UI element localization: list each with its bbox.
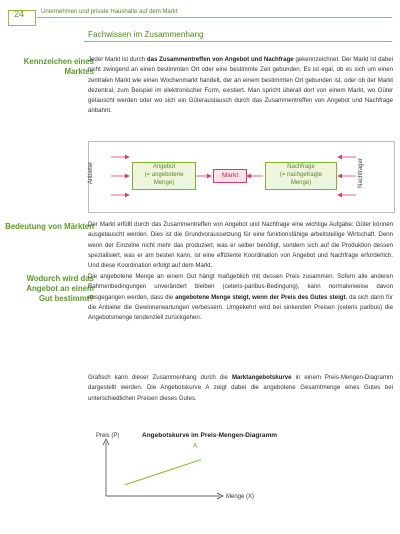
series-label: A: [193, 443, 198, 450]
section-rule: [84, 41, 392, 42]
chart-title: Angebotskurve im Preis-Mengen-Diagramm: [142, 432, 278, 439]
supply-box: Angebot (= angebotene Menge): [132, 162, 196, 190]
paragraph-grafisch: [88, 373, 393, 404]
demand-box: Nachfrage (= nachgefragte Menge): [265, 162, 337, 190]
page-number: 24: [14, 9, 25, 19]
paragraph-bedeutung: [88, 220, 393, 271]
para-1-0: Der Markt erfüllt durch das Zusammentreffen von Angebot und Nachfrage eine wichtige Aufgabe: Güter können ausgetauscht werden. Dies ist die Grundvoraussetzung für eine funktionsfähige arbeitsteilige Wirtschaft. Denn wenn der Einzelne nicht mehr das produziert, was er selber benötigt, sondern sich auf die Produktion dessen spezialisiert, was er am besten kann, ist eine effiziente Koordination von Angebot und Nachfrage erforderlich. Und diese Koordination erfolgt auf dem Markt.: [88, 221, 393, 270]
para-0-0: Jeder Markt ist durch das Zusammentreffen von Angebot und Nachfrage gekennzeichnet. Der Markt ist dabei nicht zwingend an einen bestimmten Ort oder eine bestimmte Zeit gebunden. Es ist egal, ob es sich um einen zentralen Markt wie einen Wochenmarkt handelt, der an einem bestimmten Ort gebunden ist, oder ob der Markt dezentral, zum Beispiel im elektronischer Form, existiert. Man spricht überall dort von einem Markt, wo Güter getauscht werden oder wo sich ein Güteraustausch durch das Zusammentreffen von Angebot und Nachfrage anbahnt.: [88, 56, 393, 115]
para-2-0: Die angebotene Menge an einem Gut hängt maßgeblich mit dessen Preis zusammen. Sofern alle anderen Rahmenbedingungen unverändert bleiben (ceteris-paribus-Bedingung), kann normalerweise davon ausgegangen werden, dass die angebotene Menge steigt, wenn der Preis des Gutes steigt, da sich dann für die Anbieter die Gewinnerwartungen verbessern. Umgekehrt wird bei sinkenden Preisen (ceteris paribus) die Angebotsmenge tendenziell zurückgehen.: [88, 273, 393, 322]
side-heading-kennzeichen: Kennzeichen eines Marktes: [23, 57, 94, 76]
nachfrager-label: Nachfrager: [357, 158, 364, 188]
market-diagram: [88, 141, 395, 213]
bold-phrase: das Zusammentreffen von Angebot und Nachfrage: [146, 56, 294, 63]
bold-phrase: angebotene Menge steigt, wenn der Preis des Gutes steigt: [175, 293, 346, 301]
y-axis-label: Preis (P): [96, 433, 120, 439]
side-heading-bedeutung: Bedeutung von Märkten: [5, 222, 94, 231]
side-heading-angebot: Wodurch wird das Angebot an einem Gut bestimmt?: [26, 274, 94, 303]
supply-curve-chart: [90, 426, 390, 506]
running-title: Unternehmen und private Haushalte auf dem Markt: [41, 9, 178, 15]
market-box: Markt: [213, 169, 247, 183]
paragraph-kennzeichen: [88, 55, 393, 117]
anbieter-label: Anbieter: [88, 161, 95, 185]
supply-curve-line: [125, 460, 201, 485]
paragraph-angebot: [88, 272, 393, 323]
header-rule: [37, 17, 392, 18]
para-2-1: Grafisch kann dieser Zusammenhang durch die Marktangebotskurve in einem Preis-Mengen-Diagramm dargestellt werden. Die Angebotskurve A zeigt dabei die angebotene Gesamtmenge eines Gutes bei unterschiedlichen Preisen dieses Gutes.: [88, 374, 393, 402]
section-title: Fachwissen im Zusammenhang: [88, 30, 204, 39]
bold-phrase: Marktangebotskurve: [231, 374, 292, 381]
x-axis-label: Menge (X): [226, 494, 255, 500]
